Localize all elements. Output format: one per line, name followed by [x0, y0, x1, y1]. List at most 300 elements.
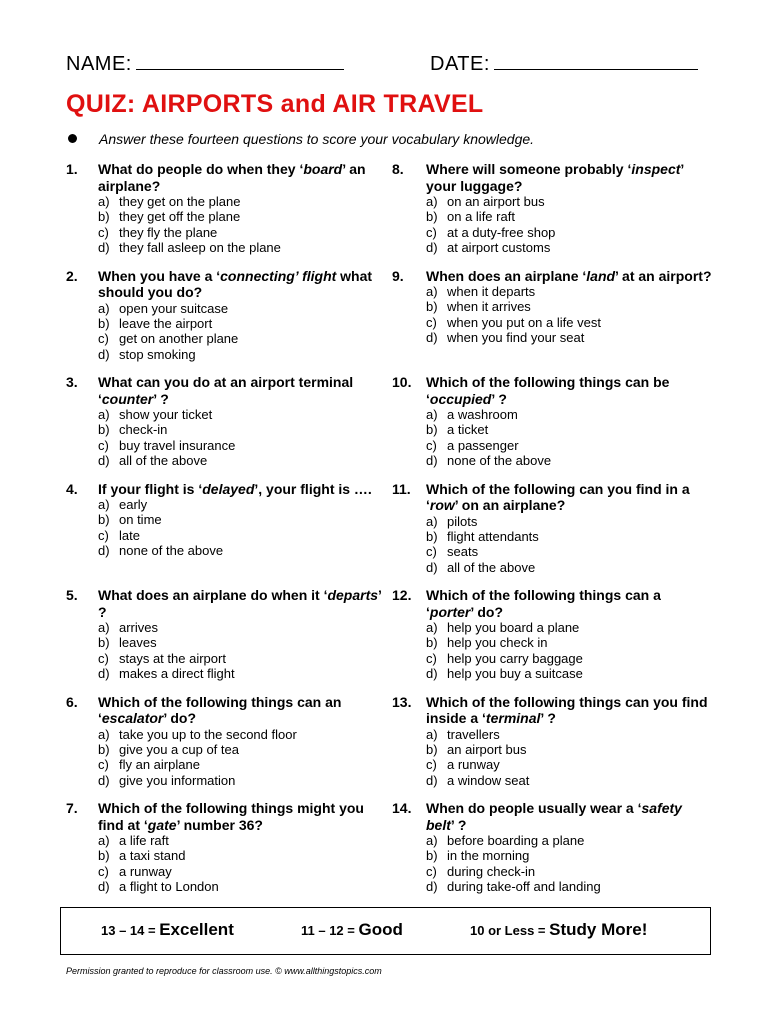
option-letter: b): [426, 422, 438, 438]
option-letter: a): [426, 513, 438, 529]
answer-option[interactable]: [98, 879, 384, 894]
footer-permission: Permission granted to reproduce for classroom use. © www.allthingstopics.com: [66, 966, 382, 976]
option-text: a ticket: [447, 422, 489, 438]
question-item: [66, 268, 384, 375]
option-letter: b): [426, 635, 438, 651]
option-letter: b): [426, 741, 438, 757]
vocabulary-word: delayed: [202, 480, 255, 497]
option-text: give you information: [119, 772, 236, 788]
question-text-part: Which of the following things can you find inside a ‘: [426, 693, 708, 726]
question-heading: [392, 800, 712, 833]
answer-option[interactable]: [426, 620, 712, 635]
answer-option[interactable]: [98, 453, 384, 468]
option-letter: d): [426, 879, 438, 895]
answer-option[interactable]: [98, 209, 384, 224]
question-text-part: ’, your flight is ….: [254, 480, 372, 497]
option-text: before boarding a plane: [447, 833, 585, 848]
question-item: [392, 374, 712, 481]
answer-option[interactable]: [426, 284, 712, 299]
question-number: 2.: [66, 267, 78, 284]
name-blank-line[interactable]: [136, 52, 344, 70]
question-item: [392, 481, 712, 588]
answer-option[interactable]: [426, 194, 712, 209]
answer-option[interactable]: [98, 528, 384, 543]
option-text: a window seat: [447, 772, 530, 788]
vocabulary-word: gate: [147, 816, 177, 833]
score-label: Excellent: [159, 920, 234, 939]
question-text-part: ’ do?: [163, 710, 197, 726]
option-text: when it departs: [447, 284, 536, 299]
question-text-part: ’ an airplane?: [98, 161, 366, 194]
question-item: [392, 161, 712, 268]
option-letter: c): [426, 650, 437, 666]
option-letter: c): [426, 544, 437, 560]
option-letter: a): [98, 620, 110, 635]
question-text-part: What do people do when they ‘: [98, 161, 304, 177]
question-heading: [66, 161, 384, 194]
question-heading: [66, 587, 384, 620]
score-good: [301, 920, 403, 940]
option-letter: d): [98, 346, 110, 362]
option-text: all of the above: [119, 453, 208, 469]
option-letter: b): [426, 209, 438, 225]
question-text-part: Where will someone probably ‘: [426, 161, 632, 177]
option-text: buy travel insurance: [119, 437, 236, 453]
question-text-part: What does an airplane do when it ‘: [98, 587, 328, 603]
option-letter: c): [426, 437, 437, 453]
answer-option[interactable]: [426, 833, 712, 848]
answer-options: [98, 833, 384, 895]
option-letter: d): [98, 666, 110, 682]
option-text: leave the airport: [119, 315, 213, 331]
question-item: [392, 587, 712, 694]
question-heading: [66, 481, 384, 498]
question-item: [392, 268, 712, 375]
vocabulary-word: board: [303, 161, 343, 177]
option-letter: d): [98, 453, 110, 469]
vocabulary-word: porter: [429, 603, 471, 620]
question-text-part: ’ ?: [153, 390, 169, 407]
answer-option[interactable]: [426, 742, 712, 757]
option-letter: b): [426, 528, 438, 544]
question-number: 7.: [66, 800, 78, 816]
option-text: makes a direct flight: [119, 666, 235, 682]
option-letter: b): [98, 848, 110, 864]
question-number: 4.: [66, 480, 78, 497]
bullet-icon: [68, 134, 77, 143]
answer-option[interactable]: [426, 560, 712, 575]
vocabulary-word: occupied: [429, 390, 492, 407]
answer-option[interactable]: [426, 225, 712, 240]
right-question-column: [392, 161, 712, 907]
answer-option[interactable]: [98, 194, 384, 209]
question-text: [426, 268, 712, 285]
date-field[interactable]: [430, 52, 698, 76]
question-number: 12.: [392, 587, 412, 603]
question-item: [66, 694, 384, 801]
question-number: 11.: [392, 480, 411, 497]
question-item: [66, 587, 384, 694]
option-letter: d): [98, 240, 110, 256]
answer-option[interactable]: [426, 453, 712, 468]
answer-option[interactable]: [426, 407, 712, 422]
answer-option[interactable]: [426, 757, 712, 772]
instructions-text: Answer these fourteen questions to score your vocabulary knowledge.: [99, 131, 535, 147]
answer-option[interactable]: [98, 833, 384, 848]
option-text: all of the above: [447, 559, 536, 575]
question-item: [392, 694, 712, 801]
question-text-part: ’ ?: [540, 710, 556, 726]
vocabulary-word: terminal: [485, 710, 541, 726]
question-number: 9.: [392, 267, 404, 284]
option-letter: d): [426, 453, 438, 469]
answer-options: [426, 833, 712, 895]
option-letter: c): [98, 224, 109, 240]
option-text: when you find your seat: [447, 330, 585, 346]
answer-option[interactable]: [98, 620, 384, 635]
question-text-part: Which of the following things might you find at ‘: [98, 800, 364, 833]
question-text: [426, 587, 712, 620]
question-text: [98, 374, 384, 407]
option-text: check-in: [119, 422, 168, 438]
option-text: get on another plane: [119, 331, 239, 347]
option-text: at a duty-free shop: [447, 224, 556, 240]
question-text-part: When do people usually wear a ‘: [426, 800, 642, 816]
option-letter: d): [426, 666, 438, 682]
option-text: when it arrives: [447, 299, 531, 315]
option-letter: d): [98, 879, 110, 895]
option-text: none of the above: [447, 453, 552, 469]
quiz-title: QUIZ: AIRPORTS and AIR TRAVEL: [66, 90, 484, 118]
question-heading: [66, 800, 384, 833]
question-number: 8.: [392, 161, 404, 177]
answer-option[interactable]: [98, 773, 384, 788]
option-letter: c): [98, 331, 109, 347]
option-letter: b): [426, 299, 438, 315]
answer-option[interactable]: [98, 407, 384, 422]
option-letter: a): [426, 726, 438, 742]
question-text: [98, 481, 384, 498]
option-letter: b): [98, 315, 110, 331]
option-text: a life raft: [119, 833, 169, 848]
answer-option[interactable]: [98, 666, 384, 681]
answer-options: [98, 194, 384, 256]
answer-options: [98, 727, 384, 789]
option-letter: c): [426, 757, 437, 773]
question-number: 3.: [66, 374, 78, 390]
question-text-part: If your flight is ‘: [98, 480, 203, 497]
answer-option[interactable]: [426, 240, 712, 255]
option-letter: c): [98, 437, 109, 453]
score-range: 11 – 12 =: [301, 923, 355, 938]
option-letter: b): [98, 635, 110, 651]
score-label: Good: [358, 920, 403, 939]
question-number: 13.: [392, 693, 412, 710]
question-text-part: ’ on an airplane?: [454, 497, 566, 513]
option-text: stays at the airport: [119, 650, 226, 666]
question-text-part: ’ number 36?: [176, 816, 263, 833]
answer-options: [426, 727, 712, 789]
option-letter: d): [98, 543, 110, 559]
option-letter: c): [98, 650, 109, 666]
question-number: 1.: [66, 161, 78, 177]
vocabulary-word: safety belt: [426, 800, 682, 833]
option-letter: a): [426, 833, 438, 848]
question-text: [98, 161, 384, 194]
option-text: they get on the plane: [119, 194, 241, 209]
answer-option[interactable]: [426, 438, 712, 453]
answer-option[interactable]: [98, 512, 384, 527]
answer-option[interactable]: [98, 635, 384, 650]
question-heading: [392, 161, 712, 194]
question-text-part: When does an airplane ‘: [426, 267, 587, 284]
question-item: [66, 481, 384, 588]
option-text: during take-off and landing: [447, 879, 601, 895]
score-label: Study More!: [549, 920, 648, 939]
question-text-part: When you have a ‘: [98, 267, 221, 284]
option-text: none of the above: [119, 543, 224, 559]
option-text: a flight to London: [119, 879, 219, 895]
option-text: at airport customs: [447, 240, 551, 256]
option-letter: c): [426, 863, 437, 879]
question-text-part: ’ at an airport?: [615, 267, 712, 284]
option-text: flight attendants: [447, 528, 539, 544]
answer-option[interactable]: [426, 422, 712, 437]
answer-option[interactable]: [98, 651, 384, 666]
option-text: early: [119, 497, 148, 512]
question-text: [426, 800, 712, 833]
option-text: leaves: [119, 635, 157, 651]
answer-option[interactable]: [426, 330, 712, 345]
answer-option[interactable]: [98, 727, 384, 742]
option-letter: d): [426, 772, 438, 788]
option-text: arrives: [119, 620, 159, 635]
answer-options: [426, 194, 712, 256]
question-heading: [66, 268, 384, 301]
answer-options: [426, 284, 712, 346]
answer-option[interactable]: [426, 727, 712, 742]
option-letter: b): [426, 848, 438, 864]
answer-option[interactable]: [98, 316, 384, 331]
option-letter: d): [426, 330, 438, 346]
answer-option[interactable]: [426, 879, 712, 894]
option-text: on a life raft: [447, 209, 515, 225]
option-text: on an airport bus: [447, 194, 545, 209]
question-text: [426, 161, 712, 194]
option-letter: c): [426, 224, 437, 240]
question-text-part: Which of the following things can an ‘: [98, 693, 342, 726]
vocabulary-word: inspect: [631, 161, 681, 177]
question-heading: [392, 481, 712, 514]
option-text: an airport bus: [447, 741, 527, 757]
option-letter: a): [426, 194, 438, 209]
answer-option[interactable]: [426, 651, 712, 666]
score-range: 13 – 14 =: [101, 923, 156, 938]
answer-options: [98, 301, 384, 363]
vocabulary-word: row: [429, 497, 455, 513]
question-text: [98, 694, 384, 727]
answer-option[interactable]: [426, 514, 712, 529]
answer-option[interactable]: [426, 299, 712, 314]
question-text: [98, 800, 384, 833]
option-letter: a): [98, 833, 110, 848]
option-text: help you board a plane: [447, 620, 580, 635]
vocabulary-word: departs: [327, 587, 379, 603]
question-number: 6.: [66, 693, 78, 710]
option-text: a taxi stand: [119, 848, 186, 864]
name-field[interactable]: [66, 52, 344, 76]
answer-option[interactable]: [98, 543, 384, 558]
answer-option[interactable]: [426, 315, 712, 330]
question-number: 10.: [392, 374, 412, 390]
option-text: help you buy a suitcase: [447, 666, 583, 682]
option-letter: b): [98, 209, 110, 225]
option-letter: d): [98, 772, 110, 788]
question-text-part: ’ ?: [450, 816, 467, 833]
option-letter: b): [98, 512, 110, 528]
option-letter: a): [426, 284, 438, 299]
question-item: [66, 800, 384, 907]
score-excellent: [101, 920, 234, 940]
question-number: 5.: [66, 587, 78, 603]
instructions: [66, 131, 534, 147]
answer-options: [98, 497, 384, 559]
option-letter: d): [426, 559, 438, 575]
question-text: [426, 481, 712, 514]
option-text: a passenger: [447, 437, 519, 453]
answer-option[interactable]: [426, 209, 712, 224]
answer-option[interactable]: [426, 666, 712, 681]
option-text: a runway: [119, 863, 172, 879]
question-text-part: Which of the following things can be ‘: [426, 374, 670, 407]
option-letter: b): [98, 422, 110, 438]
question-heading: [66, 694, 384, 727]
option-text: late: [119, 527, 140, 543]
option-letter: c): [98, 527, 109, 543]
date-label: DATE:: [430, 53, 490, 75]
option-text: they fly the plane: [119, 224, 218, 240]
answer-option[interactable]: [98, 742, 384, 757]
name-label: NAME:: [66, 53, 132, 75]
answer-option[interactable]: [426, 773, 712, 788]
option-text: a runway: [447, 757, 500, 773]
answer-option[interactable]: [98, 331, 384, 346]
question-text-part: ’ ?: [98, 587, 382, 620]
option-letter: b): [98, 741, 110, 757]
option-letter: a): [98, 300, 110, 316]
question-text: [98, 587, 384, 620]
option-text: fly an airplane: [119, 757, 200, 773]
question-heading: [392, 587, 712, 620]
option-letter: c): [98, 757, 109, 773]
question-text-part: ’ ?: [491, 390, 507, 407]
question-number: 14.: [392, 800, 412, 816]
option-text: they get off the plane: [119, 209, 241, 225]
option-text: give you a cup of tea: [119, 741, 239, 757]
question-heading: [66, 374, 384, 407]
answer-option[interactable]: [426, 635, 712, 650]
answer-option[interactable]: [98, 848, 384, 863]
option-letter: a): [98, 497, 110, 512]
score-box: [60, 907, 711, 955]
answer-option[interactable]: [98, 422, 384, 437]
option-text: pilots: [447, 513, 478, 529]
vocabulary-word: connecting’ flight: [220, 267, 337, 284]
vocabulary-word: counter: [101, 390, 154, 407]
option-text: when you put on a life vest: [447, 314, 601, 330]
option-letter: a): [98, 726, 110, 742]
answer-option[interactable]: [426, 544, 712, 559]
option-letter: c): [426, 314, 437, 330]
option-text: open your suitcase: [119, 300, 229, 316]
question-heading: [392, 268, 712, 285]
date-blank-line[interactable]: [494, 52, 698, 70]
question-item: [66, 161, 384, 268]
answer-option[interactable]: [426, 848, 712, 863]
answer-option[interactable]: [426, 529, 712, 544]
option-text: during check-in: [447, 863, 536, 879]
option-letter: a): [426, 407, 438, 422]
option-text: take you up to the second floor: [119, 726, 297, 742]
answer-option[interactable]: [98, 301, 384, 316]
answer-option[interactable]: [98, 497, 384, 512]
option-letter: c): [98, 863, 109, 879]
option-text: a washroom: [447, 407, 518, 422]
question-text-part: ’ your luggage?: [426, 161, 684, 194]
option-letter: a): [98, 194, 110, 209]
answer-option[interactable]: [98, 347, 384, 362]
answer-option[interactable]: [98, 240, 384, 255]
question-item: [392, 800, 712, 907]
answer-option[interactable]: [426, 864, 712, 879]
question-text: [426, 374, 712, 407]
score-range: 10 or Less =: [470, 923, 546, 938]
option-text: seats: [447, 544, 479, 560]
question-text-part: ’ do?: [470, 603, 504, 620]
answer-options: [98, 407, 384, 469]
option-letter: d): [426, 240, 438, 256]
option-text: they fall asleep on the plane: [119, 240, 281, 256]
option-text: show your ticket: [119, 407, 213, 422]
question-heading: [392, 694, 712, 727]
answer-option[interactable]: [98, 225, 384, 240]
option-letter: a): [98, 407, 110, 422]
question-text: [426, 694, 712, 727]
answer-options: [426, 407, 712, 469]
answer-option[interactable]: [98, 757, 384, 772]
answer-options: [98, 620, 384, 682]
option-text: travellers: [447, 726, 500, 742]
answer-options: [426, 514, 712, 576]
option-text: in the morning: [447, 848, 530, 864]
option-text: help you check in: [447, 635, 548, 651]
answer-option[interactable]: [98, 438, 384, 453]
question-text: [98, 268, 384, 301]
question-text-part: What can you do at an airport terminal ‘: [98, 374, 354, 407]
score-study-more: [470, 920, 647, 940]
question-text-part: what should you do?: [98, 267, 373, 300]
option-text: on time: [119, 512, 162, 528]
vocabulary-word: escalator: [101, 710, 164, 726]
vocabulary-word: land: [586, 267, 616, 284]
answer-option[interactable]: [98, 864, 384, 879]
question-item: [66, 374, 384, 481]
question-text-part: Which of the following can you find in a ‘: [426, 480, 690, 513]
option-letter: a): [426, 620, 438, 635]
answer-options: [426, 620, 712, 682]
question-text-part: Which of the following things can a ‘: [426, 587, 661, 620]
option-text: stop smoking: [119, 346, 196, 362]
